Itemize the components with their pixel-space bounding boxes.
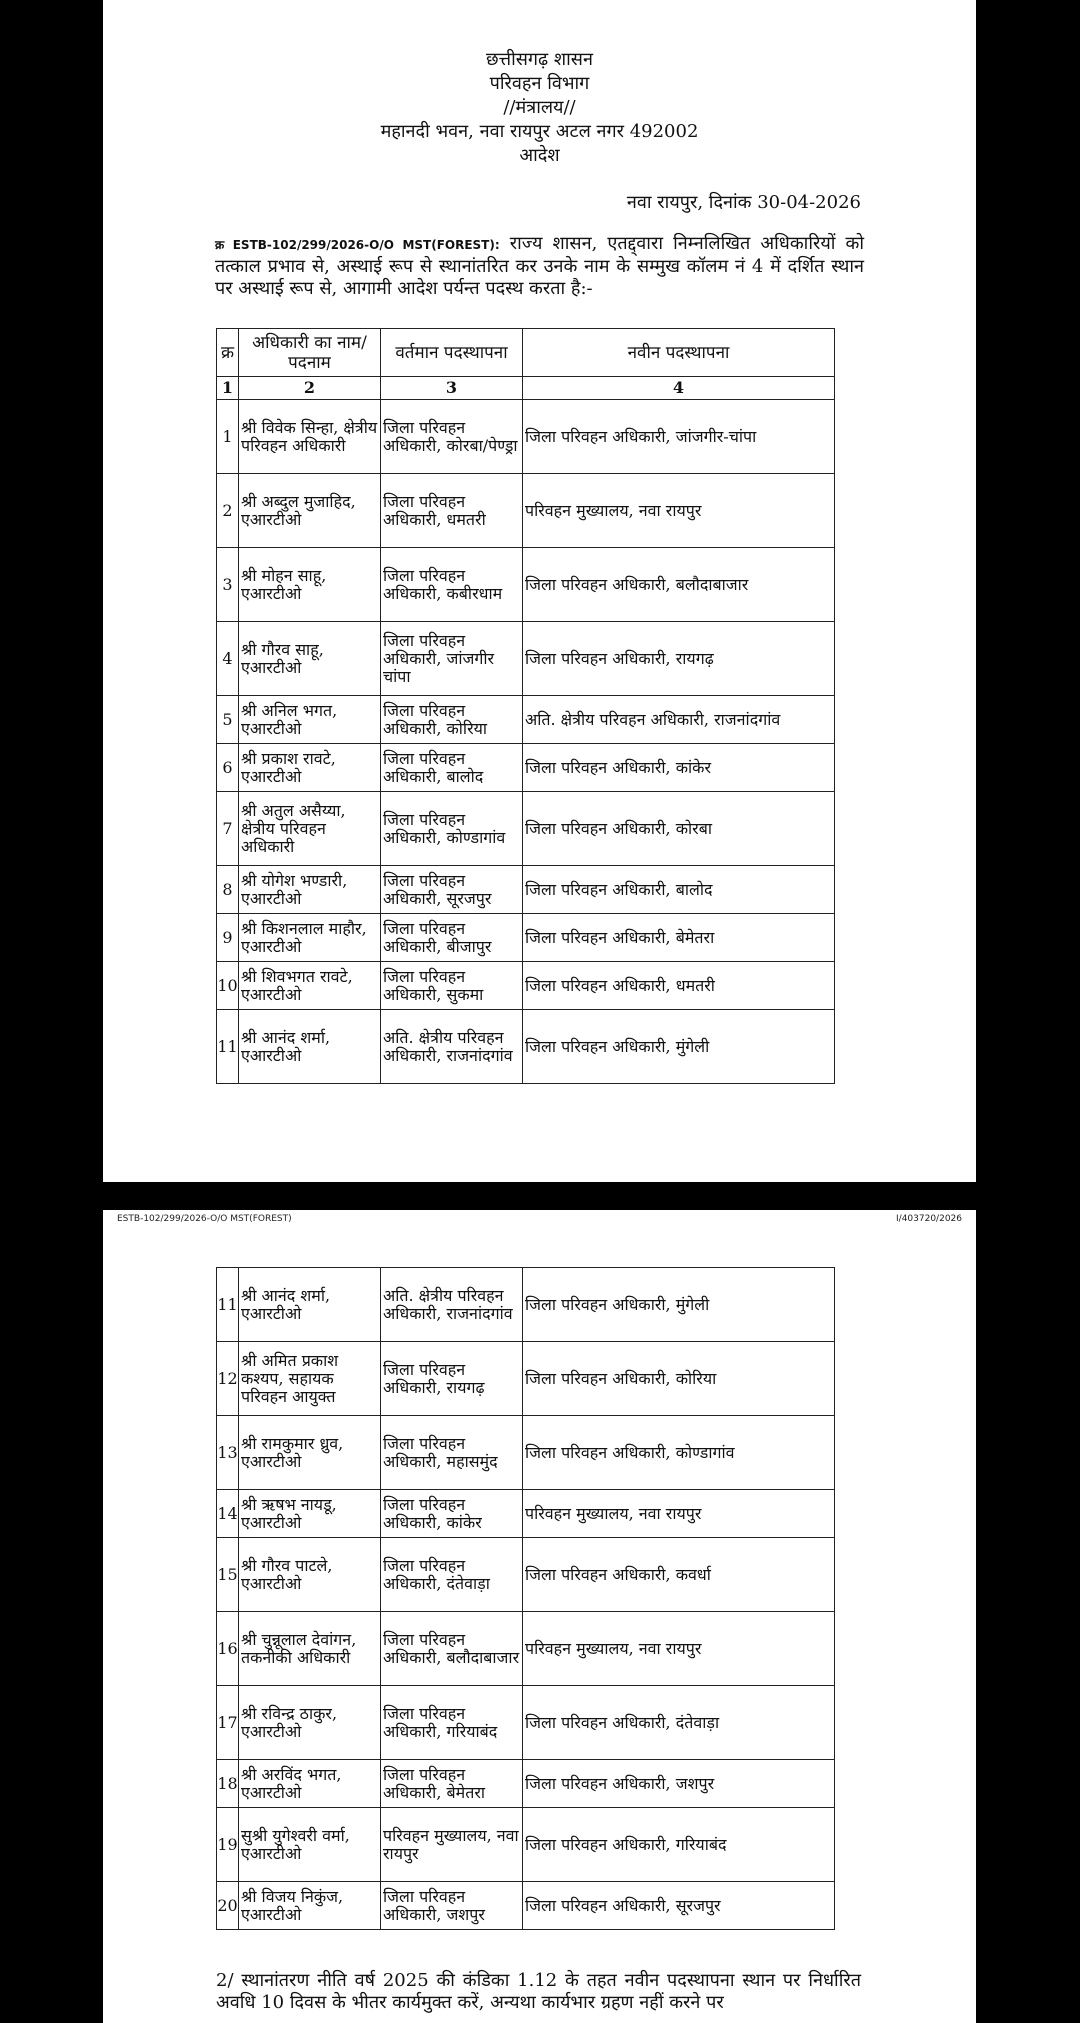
current-posting: जिला परिवहन अधिकारी, दंतेवाड़ा xyxy=(381,1538,523,1612)
department-name: परिवहन विभाग xyxy=(489,73,590,94)
transfer-table xyxy=(216,328,835,1084)
page-header-file-number: I/403720/2026 xyxy=(896,1214,962,1224)
new-posting: जिला परिवहन अधिकारी, कोण्डागांव xyxy=(523,1416,835,1490)
current-posting: जिला परिवहन अधिकारी, कोरबा/पेण्ड्रा xyxy=(381,400,523,474)
ministry-name: //मंत्रालय// xyxy=(503,97,576,118)
table-row xyxy=(217,1538,835,1612)
officer-name-designation: श्री आनंद शर्मा, एआरटीओ xyxy=(239,1010,381,1084)
current-posting: जिला परिवहन अधिकारी, महासमुंद xyxy=(381,1416,523,1490)
order-intro-text: राज्य शासन, एतद्द्वारा निम्नलिखित अधिकारियों को तत्काल प्रभाव से, अस्थाई रूप से स्थानांतरित कर उनके नाम के सम्मुख कॉलम नं 4 में दर्शित स्थान पर अस्थाई रूप से, आगामी आदेश पर्यन्त पदस्थ करता है:- xyxy=(215,233,864,299)
table-row xyxy=(217,1686,835,1760)
table-row xyxy=(217,962,835,1010)
current-posting: अति. क्षेत्रीय परिवहन अधिकारी, राजनांदगांव xyxy=(381,1010,523,1084)
officer-name-designation: श्री किशनलाल माहौर, एआरटीओ xyxy=(239,914,381,962)
officer-name-designation: श्री मोहन साहू, एआरटीओ xyxy=(239,548,381,622)
new-posting: जिला परिवहन अधिकारी, मुंगेली xyxy=(523,1268,835,1342)
document-page-1 xyxy=(103,0,976,1182)
row-serial-number: 6 xyxy=(217,744,239,792)
new-posting: जिला परिवहन अधिकारी, कोरबा xyxy=(523,792,835,866)
table-row xyxy=(217,548,835,622)
col-header-new: नवीन पदस्थापना xyxy=(523,329,835,377)
table-row xyxy=(217,1490,835,1538)
column-number-row xyxy=(217,377,835,400)
current-posting: जिला परिवहन अधिकारी, कोरिया xyxy=(381,696,523,744)
current-posting: जिला परिवहन अधिकारी, बेमेतरा xyxy=(381,1760,523,1808)
transfer-table-body-continued xyxy=(217,1268,835,1930)
officer-name-designation: श्री विवेक सिन्हा, क्षेत्रीय परिवहन अधिकारी xyxy=(239,400,381,474)
govt-name: छत्तीसगढ़ शासन xyxy=(486,49,593,70)
officer-name-designation: श्री अरविंद भगत, एआरटीओ xyxy=(239,1760,381,1808)
new-posting: जिला परिवहन अधिकारी, मुंगेली xyxy=(523,1010,835,1084)
officer-name-designation: श्री अमित प्रकाश कश्यप, सहायक परिवहन आयुक्त xyxy=(239,1342,381,1416)
officer-name-designation: श्री शिवभगत रावटे, एआरटीओ xyxy=(239,962,381,1010)
col-number: 3 xyxy=(381,377,523,400)
page-header-reference: ESTB-102/299/2026-O/O MST(FOREST) xyxy=(117,1214,292,1224)
new-posting: परिवहन मुख्यालय, नवा रायपुर xyxy=(523,1490,835,1538)
order-reference: क्र ESTB-102/299/2026-O/O MST(FOREST): xyxy=(215,238,500,252)
new-posting: जिला परिवहन अधिकारी, धमतरी xyxy=(523,962,835,1010)
row-serial-number: 8 xyxy=(217,866,239,914)
officer-name-designation: श्री अब्दुल मुजाहिद, एआरटीओ xyxy=(239,474,381,548)
table-row xyxy=(217,792,835,866)
row-serial-number: 10 xyxy=(217,962,239,1010)
new-posting: जिला परिवहन अधिकारी, जशपुर xyxy=(523,1760,835,1808)
row-serial-number: 19 xyxy=(217,1808,239,1882)
current-posting: जिला परिवहन अधिकारी, जांजगीर चांपा xyxy=(381,622,523,696)
new-posting: अति. क्षेत्रीय परिवहन अधिकारी, राजनांदगांव xyxy=(523,696,835,744)
document-page-2 xyxy=(103,1210,976,2023)
transfer-table-body xyxy=(217,400,835,1084)
current-posting: जिला परिवहन अधिकारी, बलौदाबाजार xyxy=(381,1612,523,1686)
current-posting: जिला परिवहन अधिकारी, बीजापुर xyxy=(381,914,523,962)
current-posting: जिला परिवहन अधिकारी, जशपुर xyxy=(381,1882,523,1930)
order-paragraph-2: 2/ स्थानांतरण नीति वर्ष 2025 की कंडिका 1.12 के तहत नवीन पदस्थापना स्थान पर निर्धारित अवधि 10 दिवस के भीतर कार्यमुक्त करें, अन्यथा कार्यभार ग्रहण नहीं करने पर xyxy=(216,1970,861,2013)
new-posting: परिवहन मुख्यालय, नवा रायपुर xyxy=(523,1612,835,1686)
col-header-current: वर्तमान पदस्थापना xyxy=(381,329,523,377)
row-serial-number: 3 xyxy=(217,548,239,622)
current-posting: अति. क्षेत्रीय परिवहन अधिकारी, राजनांदगांव xyxy=(381,1268,523,1342)
row-serial-number: 11 xyxy=(217,1268,239,1342)
row-serial-number: 11 xyxy=(217,1010,239,1084)
current-posting: जिला परिवहन अधिकारी, धमतरी xyxy=(381,474,523,548)
col-number: 1 xyxy=(217,377,239,400)
officer-name-designation: श्री चुन्नूलाल देवांगन, तकनीकी अधिकारी xyxy=(239,1612,381,1686)
officer-name-designation: श्री प्रकाश रावटे, एआरटीओ xyxy=(239,744,381,792)
current-posting: जिला परिवहन अधिकारी, कोण्डागांव xyxy=(381,792,523,866)
officer-name-designation: श्री योगेश भण्डारी, एआरटीओ xyxy=(239,866,381,914)
new-posting: जिला परिवहन अधिकारी, कोरिया xyxy=(523,1342,835,1416)
table-row xyxy=(217,744,835,792)
current-posting: जिला परिवहन अधिकारी, बालोद xyxy=(381,744,523,792)
new-posting: जिला परिवहन अधिकारी, गरियाबंद xyxy=(523,1808,835,1882)
new-posting: परिवहन मुख्यालय, नवा रायपुर xyxy=(523,474,835,548)
table-row xyxy=(217,696,835,744)
new-posting: जिला परिवहन अधिकारी, कवर्धा xyxy=(523,1538,835,1612)
officer-name-designation: श्री गौरव पाटले, एआरटीओ xyxy=(239,1538,381,1612)
order-title: आदेश xyxy=(519,145,560,166)
row-serial-number: 1 xyxy=(217,400,239,474)
new-posting: जिला परिवहन अधिकारी, बेमेतरा xyxy=(523,914,835,962)
col-header-sn: क्र xyxy=(217,329,239,377)
current-posting: जिला परिवहन अधिकारी, सुकमा xyxy=(381,962,523,1010)
col-number: 4 xyxy=(523,377,835,400)
table-header-row xyxy=(217,329,835,377)
table-row xyxy=(217,1760,835,1808)
new-posting: जिला परिवहन अधिकारी, बालोद xyxy=(523,866,835,914)
officer-name-designation: श्री गौरव साहू, एआरटीओ xyxy=(239,622,381,696)
officer-name-designation: सुश्री युगेश्वरी वर्मा, एआरटीओ xyxy=(239,1808,381,1882)
order-intro xyxy=(215,233,864,300)
officer-name-designation: श्री विजय निकुंज, एआरटीओ xyxy=(239,1882,381,1930)
table-row xyxy=(217,1416,835,1490)
table-row xyxy=(217,866,835,914)
row-serial-number: 18 xyxy=(217,1760,239,1808)
col-number: 2 xyxy=(239,377,381,400)
order-date: नवा रायपुर, दिनांक 30-04-2026 xyxy=(626,192,861,213)
new-posting: जिला परिवहन अधिकारी, बलौदाबाजार xyxy=(523,548,835,622)
table-clip-page-1 xyxy=(103,328,976,1078)
table-row xyxy=(217,1342,835,1416)
current-posting: जिला परिवहन अधिकारी, सूरजपुर xyxy=(381,866,523,914)
transfer-table-continued xyxy=(216,1267,835,1930)
row-serial-number: 13 xyxy=(217,1416,239,1490)
table-row xyxy=(217,400,835,474)
office-address: महानदी भवन, नवा रायपुर अटल नगर 492002 xyxy=(380,121,699,142)
table-row xyxy=(217,1808,835,1882)
current-posting: जिला परिवहन अधिकारी, रायगढ़ xyxy=(381,1342,523,1416)
current-posting: जिला परिवहन अधिकारी, कांकेर xyxy=(381,1490,523,1538)
order-header xyxy=(103,48,976,168)
row-serial-number: 5 xyxy=(217,696,239,744)
table-row xyxy=(217,1612,835,1686)
officer-name-designation: श्री अतुल असैय्या, क्षेत्रीय परिवहन अधिकारी xyxy=(239,792,381,866)
table-row xyxy=(217,1882,835,1930)
new-posting: जिला परिवहन अधिकारी, कांकेर xyxy=(523,744,835,792)
row-serial-number: 7 xyxy=(217,792,239,866)
new-posting: जिला परिवहन अधिकारी, दंतेवाड़ा xyxy=(523,1686,835,1760)
table-clip-page-2 xyxy=(103,1285,976,1953)
officer-name-designation: श्री रामकुमार ध्रुव, एआरटीओ xyxy=(239,1416,381,1490)
row-serial-number: 12 xyxy=(217,1342,239,1416)
row-serial-number: 4 xyxy=(217,622,239,696)
row-serial-number: 14 xyxy=(217,1490,239,1538)
table-row xyxy=(217,474,835,548)
current-posting: जिला परिवहन अधिकारी, गरियाबंद xyxy=(381,1686,523,1760)
new-posting: जिला परिवहन अधिकारी, जांजगीर-चांपा xyxy=(523,400,835,474)
table-row xyxy=(217,1268,835,1342)
row-serial-number: 2 xyxy=(217,474,239,548)
officer-name-designation: श्री अनिल भगत, एआरटीओ xyxy=(239,696,381,744)
new-posting: जिला परिवहन अधिकारी, सूरजपुर xyxy=(523,1882,835,1930)
table-row xyxy=(217,914,835,962)
new-posting: जिला परिवहन अधिकारी, रायगढ़ xyxy=(523,622,835,696)
officer-name-designation: श्री रविन्द्र ठाकुर, एआरटीओ xyxy=(239,1686,381,1760)
row-serial-number: 17 xyxy=(217,1686,239,1760)
row-serial-number: 15 xyxy=(217,1538,239,1612)
row-serial-number: 16 xyxy=(217,1612,239,1686)
table-row xyxy=(217,622,835,696)
officer-name-designation: श्री आनंद शर्मा, एआरटीओ xyxy=(239,1268,381,1342)
table-row xyxy=(217,1010,835,1084)
current-posting: जिला परिवहन अधिकारी, कबीरधाम xyxy=(381,548,523,622)
row-serial-number: 9 xyxy=(217,914,239,962)
col-header-name: अधिकारी का नाम/पदनाम xyxy=(239,329,381,377)
officer-name-designation: श्री ऋषभ नायडू, एआरटीओ xyxy=(239,1490,381,1538)
current-posting: परिवहन मुख्यालय, नवा रायपुर xyxy=(381,1808,523,1882)
row-serial-number: 20 xyxy=(217,1882,239,1930)
